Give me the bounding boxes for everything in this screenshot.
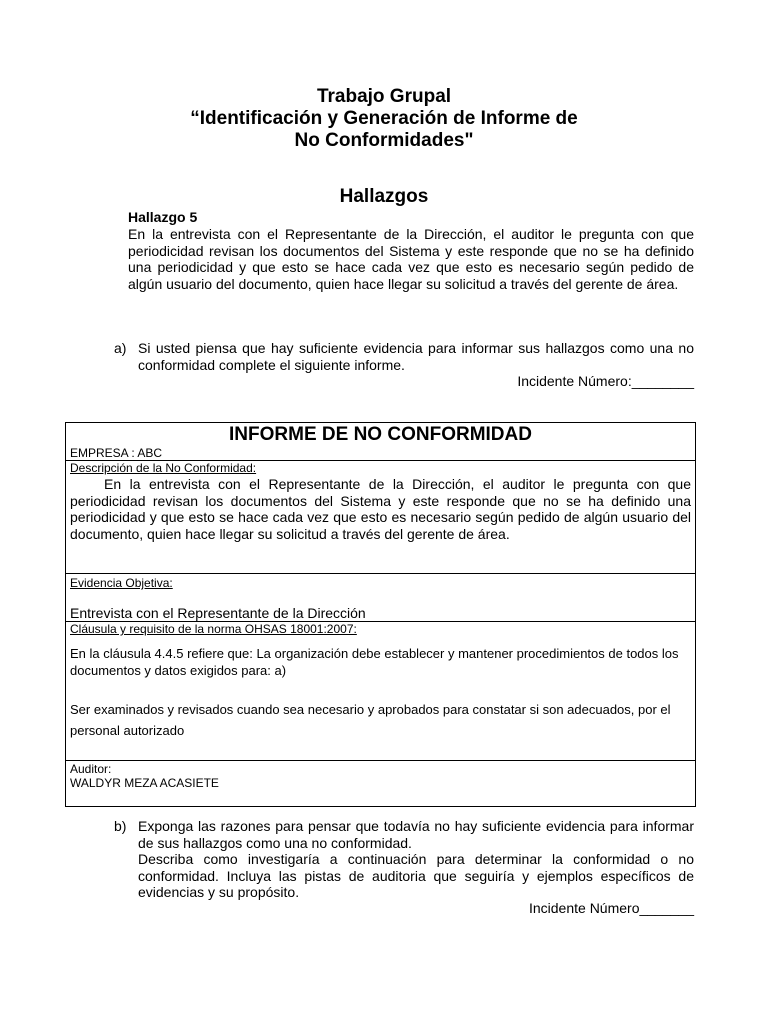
title-line-3: No Conformidades"	[294, 130, 474, 151]
auditor-label: Auditor:	[70, 762, 112, 776]
auditor-row	[66, 761, 696, 807]
question-b	[114, 818, 694, 901]
informe-header-cell	[66, 423, 696, 461]
evidencia-cell	[66, 574, 696, 622]
empresa-field: EMPRESA : ABC	[70, 446, 163, 460]
question-b-marker: b)	[114, 818, 127, 834]
auditor-name: WALDYR MEZA ACASIETE	[70, 776, 219, 790]
informe-title: INFORME DE NO CONFORMIDAD	[229, 424, 532, 445]
question-b-text-2: Describa como investigaría a continuación para determinar la conformidad o no conformidad. Incluya las pistas de auditoria que seguiría y ejemplos específicos de evidencias y su propósito.	[138, 851, 694, 900]
descripcion-label: Descripción de la No Conformidad:	[70, 461, 257, 475]
question-a-text: Si usted piensa que hay suficiente evidencia para informar sus hallazgos como una no conformidad complete el siguiente informe.	[138, 340, 694, 373]
question-b-text-1: Exponga las razones para pensar que todavía no hay suficiente evidencia para informar de sus hallazgos como una no conformidad.	[138, 818, 694, 851]
informe-table	[65, 422, 696, 807]
auditor-cell	[66, 761, 696, 807]
question-a	[114, 340, 694, 373]
clausula-text-2: Ser examinados y revisados cuando sea necesario y aprobados para constatar si son adecuados, por el personal autorizado	[70, 702, 671, 738]
clausula-row	[66, 622, 696, 761]
descripcion-row	[66, 461, 696, 574]
title-line-1: Trabajo Grupal	[316, 86, 452, 107]
title-line-2: “Identificación y Generación de Informe de	[190, 108, 578, 129]
incidente-number-a: Incidente Número:________	[517, 373, 694, 389]
hallazgo-label: Hallazgo 5	[128, 209, 198, 225]
question-a-marker: a)	[114, 340, 127, 356]
clausula-text-1: En la cláusula 4.4.5 refiere que: La organización debe establecer y mantener procedimientos de todos los documentos y datos exigidos para: a)	[70, 646, 679, 678]
hallazgo-text: En la entrevista con el Representante de la Dirección, el auditor le pregunta con que periodicidad revisan los documentos del Sistema y este responde que no se ha definido una periodicidad y que esto se hace cada vez que esto es necesario según pedido de algún usuario del documento, quien hace llegar su solicitud a través del gerente de área.	[128, 226, 694, 292]
section-heading: Hallazgos	[339, 186, 429, 207]
incidente-number-b: Incidente Número_______	[528, 900, 694, 916]
clausula-cell	[66, 622, 696, 761]
evidencia-text: Entrevista con el Representante de la Dirección	[70, 605, 366, 621]
clausula-label: Cláusula y requisito de la norma OHSAS 18001:2007:	[70, 622, 357, 636]
informe-header-row	[66, 423, 696, 461]
descripcion-cell	[66, 461, 696, 574]
document-title	[0, 86, 768, 152]
descripcion-text: En la entrevista con el Representante de la Dirección, el auditor le pregunta con que periodicidad revisan los documentos del Sistema y este responde que no se ha definido una periodicidad y que esto se hace cada vez que esto es necesario según pedido de algún usuario del documento, quien hace llegar su solicitud a través del gerente de área.	[70, 476, 691, 542]
evidencia-row	[66, 574, 696, 622]
evidencia-label: Evidencia Objetiva:	[70, 576, 173, 590]
